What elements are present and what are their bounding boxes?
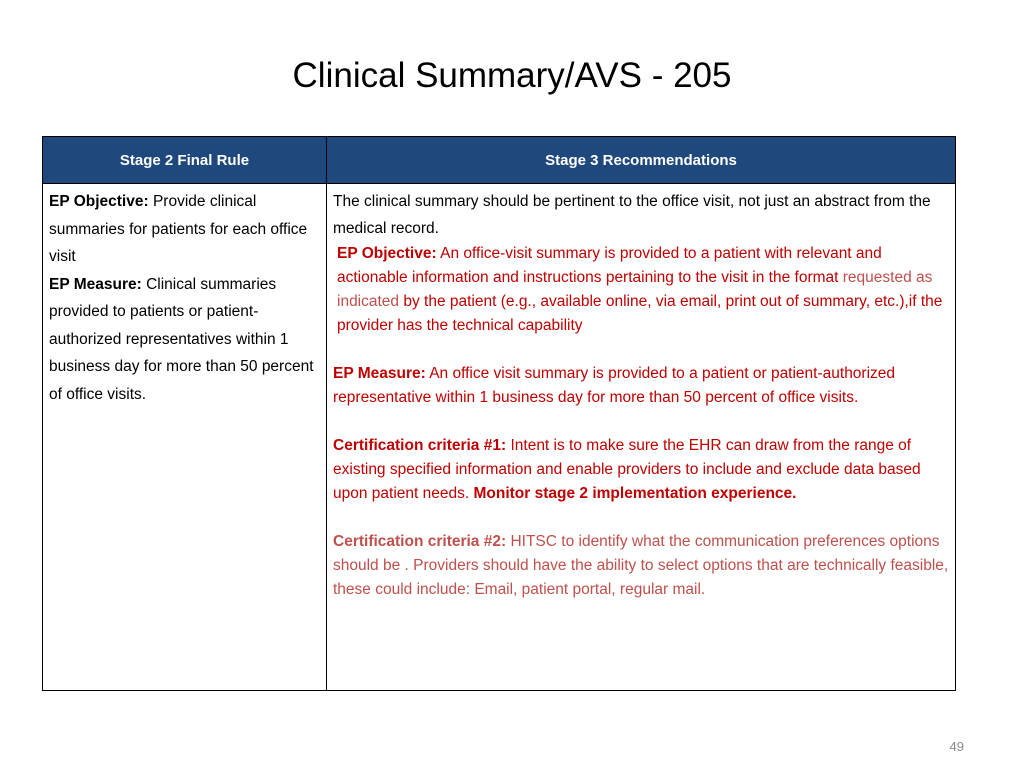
header-stage2: Stage 2 Final Rule — [43, 137, 327, 184]
stage2-measure-label: EP Measure: — [49, 275, 142, 293]
stage3-cert1 — [333, 434, 949, 506]
comparison-table — [42, 136, 956, 691]
stage3-cert2-text: HITSC to identify what the communication preferences options should be . Providers should have the ability to select options that are technically feasible, these could include: Email, patient portal, regular mail. — [333, 533, 949, 598]
stage3-measure-label: EP Measure: — [333, 365, 426, 382]
stage3-objective-text: An office-visit summary is provided to a patient with relevant and actionable information and instructions pertaining to the visit in the format — [337, 245, 882, 286]
stage2-measure — [49, 271, 320, 409]
page-number: 49 — [949, 739, 964, 754]
slide-title: Clinical Summary/AVS - 205 — [292, 56, 732, 95]
stage3-objective-label: EP Objective: — [337, 245, 437, 262]
stage3-cert2 — [333, 530, 949, 602]
stage3-objective-text-end: by the patient (e.g., available online, via email, print out of summary, etc.),if the provider has the technical capability — [337, 293, 943, 334]
header-stage3: Stage 3 Recommendations — [327, 137, 956, 184]
stage3-cell — [327, 184, 956, 691]
table-header-row — [43, 137, 956, 184]
stage2-measure-text: Clinical summaries provided to patients or patient-authorized representatives within 1 business day for more than 50 percent of office visits. — [49, 275, 314, 403]
stage3-measure — [333, 362, 949, 410]
stage3-cert1-label: Certification criteria #1: — [333, 437, 507, 454]
stage3-cert2-label: Certification criteria #2: — [333, 533, 507, 550]
stage3-cert1-bold: Monitor stage 2 implementation experience. — [473, 485, 797, 502]
stage3-objective — [333, 242, 949, 338]
stage2-cell — [43, 184, 327, 691]
stage2-objective-text: Provide clinical summaries for patients for each office visit — [49, 193, 308, 265]
stage3-cert1-text: Intent is to make sure the EHR can draw from the range of existing specified information and enable providers to include and exclude data based upon patient needs. — [333, 437, 921, 502]
table-row — [43, 184, 956, 691]
stage3-objective-requested: requested as indicated — [337, 269, 933, 310]
stage3-intro: The clinical summary should be pertinent to the office visit, not just an abstract from the medical record. — [333, 193, 931, 237]
stage2-objective — [49, 188, 320, 271]
stage2-objective-label: EP Objective: — [49, 193, 149, 210]
stage3-measure-text: An office visit summary is provided to a patient or patient-authorized representative within 1 business day for more than 50 percent of office visits. — [333, 365, 896, 406]
